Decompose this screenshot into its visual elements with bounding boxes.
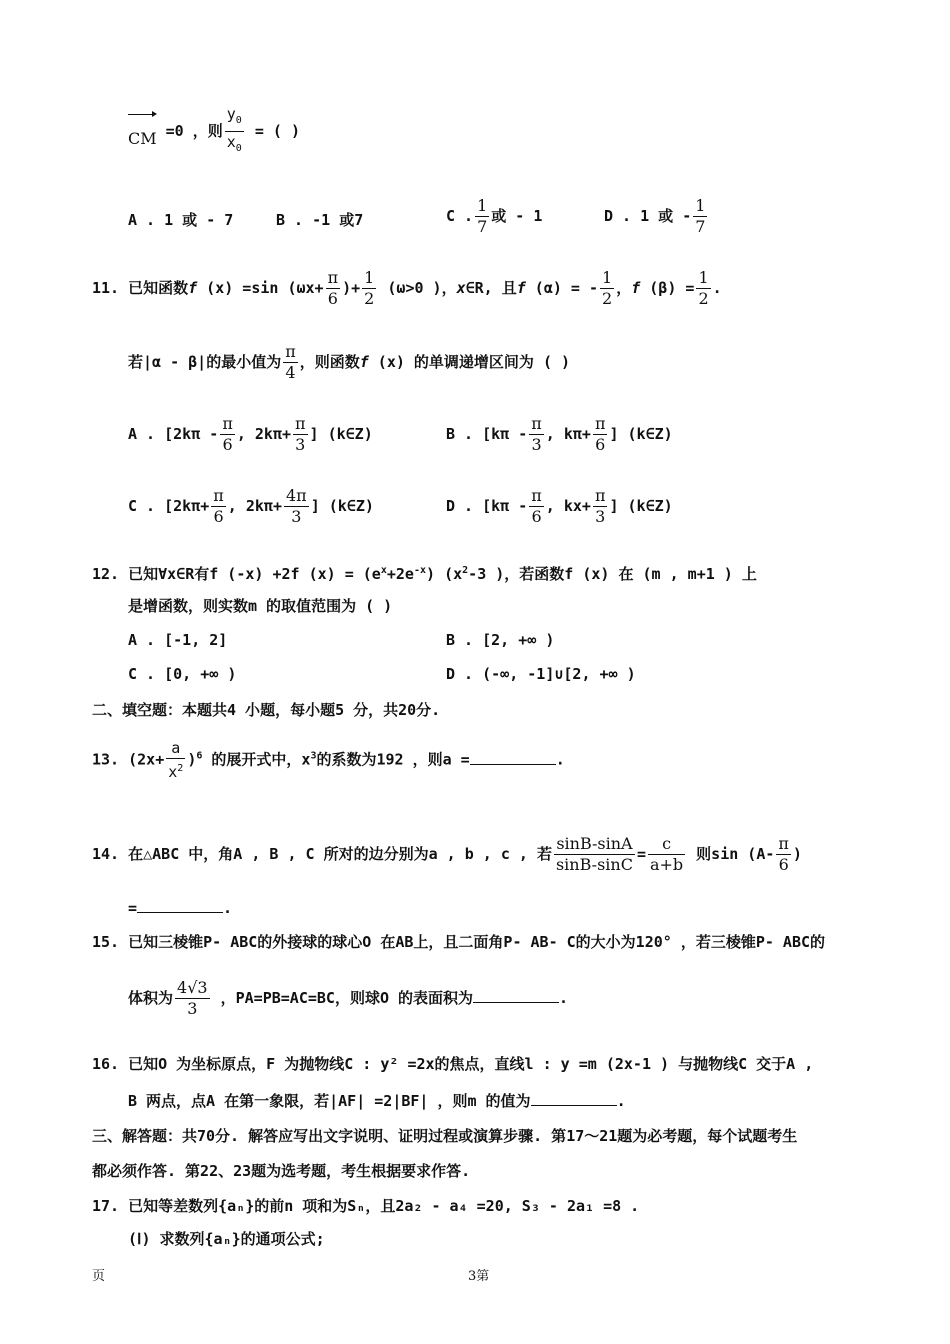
q11-option-d: D . [kπ - $\frac{\pi}{6}$ , kx+ $\frac{\pi}{3}$ ] (k∈Z) xyxy=(446,486,673,526)
q12-option-c: C . [0, +∞ ) xyxy=(128,665,237,683)
q12-option-a: A . [-1, 2] xyxy=(128,631,228,649)
q10-option-c: C . $\frac{1}{7}$ 或 - 1 xyxy=(446,196,543,236)
q12-option-d: D . (-∞, -1]∪[2, +∞ ) xyxy=(446,665,636,683)
q10-equation xyxy=(128,104,300,159)
q10-tail: = ( ) xyxy=(245,122,300,140)
q11-stem-line2: 若|α - β|的最小值为 $\frac{\pi}{4}$ ，则函数f (x) 的单调递增区间为 ( ) xyxy=(128,342,571,382)
section-3-heading-line1: 三、解答题：共70分. 解答应写出文字说明、证明过程或演算步骤. 第17～21题为必考题，每个试题考生 xyxy=(92,1127,798,1145)
section-3-heading-line2: 都必须作答. 第22、23题为选考题，考生根据要求作答. xyxy=(92,1162,471,1180)
q15-answer-blank[interactable] xyxy=(473,988,559,1003)
vector-cm: CM xyxy=(128,117,157,161)
q14-line2: = . xyxy=(128,899,233,917)
q11-stem-line1: 11. 已知函数f (x) =sin (ωx+ $\frac{\pi}{6}$ )+ $\frac{1}{2}$ (ω>0 )，x∈R, 且f (α) = - $\frac{1}{2}$ ，f (β) = $\frac{1}{2}$ . xyxy=(92,268,722,308)
q17-part1: (Ⅰ) 求数列{aₙ}的通项公式; xyxy=(128,1230,325,1248)
q10-option-a: A . 1 或 - 7 xyxy=(128,211,234,229)
q13-answer-blank[interactable] xyxy=(470,750,556,765)
q11-option-a: A . [2kπ - $\frac{\pi}{6}$ , 2kπ+ $\frac{\pi}{3}$ ] (k∈Z) xyxy=(128,414,373,454)
q15-line1: 15. 已知三棱锥P- ABC的外接球的球心O 在AB上，且二面角P- AB- C的大小为120° ，若三棱锥P- ABC的 xyxy=(92,933,826,951)
q13-line: 13. (2x+ $\frac{a}{x^2}$ )$^6$ 的展开式中，$x^3$的系数为192 ，则a = . xyxy=(92,739,565,781)
q10-option-d: D . 1 或 - $\frac{1}{7}$ xyxy=(604,196,706,236)
q11-option-b: B . [kπ - $\frac{\pi}{3}$ , kπ+ $\frac{\pi}{6}$ ] (k∈Z) xyxy=(446,414,673,454)
q17-stem: 17. 已知等差数列{aₙ}的前n 项和为Sₙ，且2a₂ - a₄ =20, S₃ - 2a₁ =8 . xyxy=(92,1197,640,1215)
q15-line2: 体积为 $\frac{4√3}{3}$ ，PA=PB=AC=BC，则球O 的表面积为 . xyxy=(128,978,569,1018)
q14-line1: 14. 在△ABC 中，角A , B , C 所对的边分别为a , b , c , 若 $\frac{\sin B-\sin A}{\sin B-\sin C}$ = $\frac{c}{a+b}$ 则sin (A- $\frac{\pi}{6}$ ) xyxy=(92,834,802,874)
q10-option-b: B . -1 或7 xyxy=(276,211,364,229)
q14-answer-blank[interactable] xyxy=(137,898,223,913)
q10-eq0: =0 ，则 xyxy=(156,122,223,140)
q16-answer-blank[interactable] xyxy=(531,1091,617,1106)
q16-line1: 16. 已知O 为坐标原点，F 为抛物线C : y² =2x的焦点，直线l : y =m (2x-1 ) 与抛物线C 交于A , xyxy=(92,1055,814,1073)
q11-option-c: C . [2kπ+ $\frac{\pi}{6}$ , 2kπ+ $\frac{4\pi}{3}$ ] (k∈Z) xyxy=(128,486,374,526)
q12-stem-line1: 12. 已知∀x∈R有f (-x) +2f $(x) = (e^x+2e^{-x})$ ($x^2-3$ )，若函数f (x) 在 (m , m+1 ) 上 xyxy=(92,565,757,583)
q12-stem-line2: 是增函数，则实数m 的取值范围为 ( ) xyxy=(128,597,393,615)
section-2-heading: 二、填空题：本题共4 小题，每小题5 分，共20分. xyxy=(92,701,441,719)
q16-line2: B 两点，点A 在第一象限，若|AF| =2|BF| ，则m 的值为 . xyxy=(128,1092,626,1110)
q12-option-b: B . [2, +∞ ) xyxy=(446,631,555,649)
q10-fraction: $\frac{y_0}{x_0}$ xyxy=(226,105,242,154)
footer-page-number: 3第 xyxy=(468,1269,490,1284)
footer-left: 页 xyxy=(92,1269,106,1284)
